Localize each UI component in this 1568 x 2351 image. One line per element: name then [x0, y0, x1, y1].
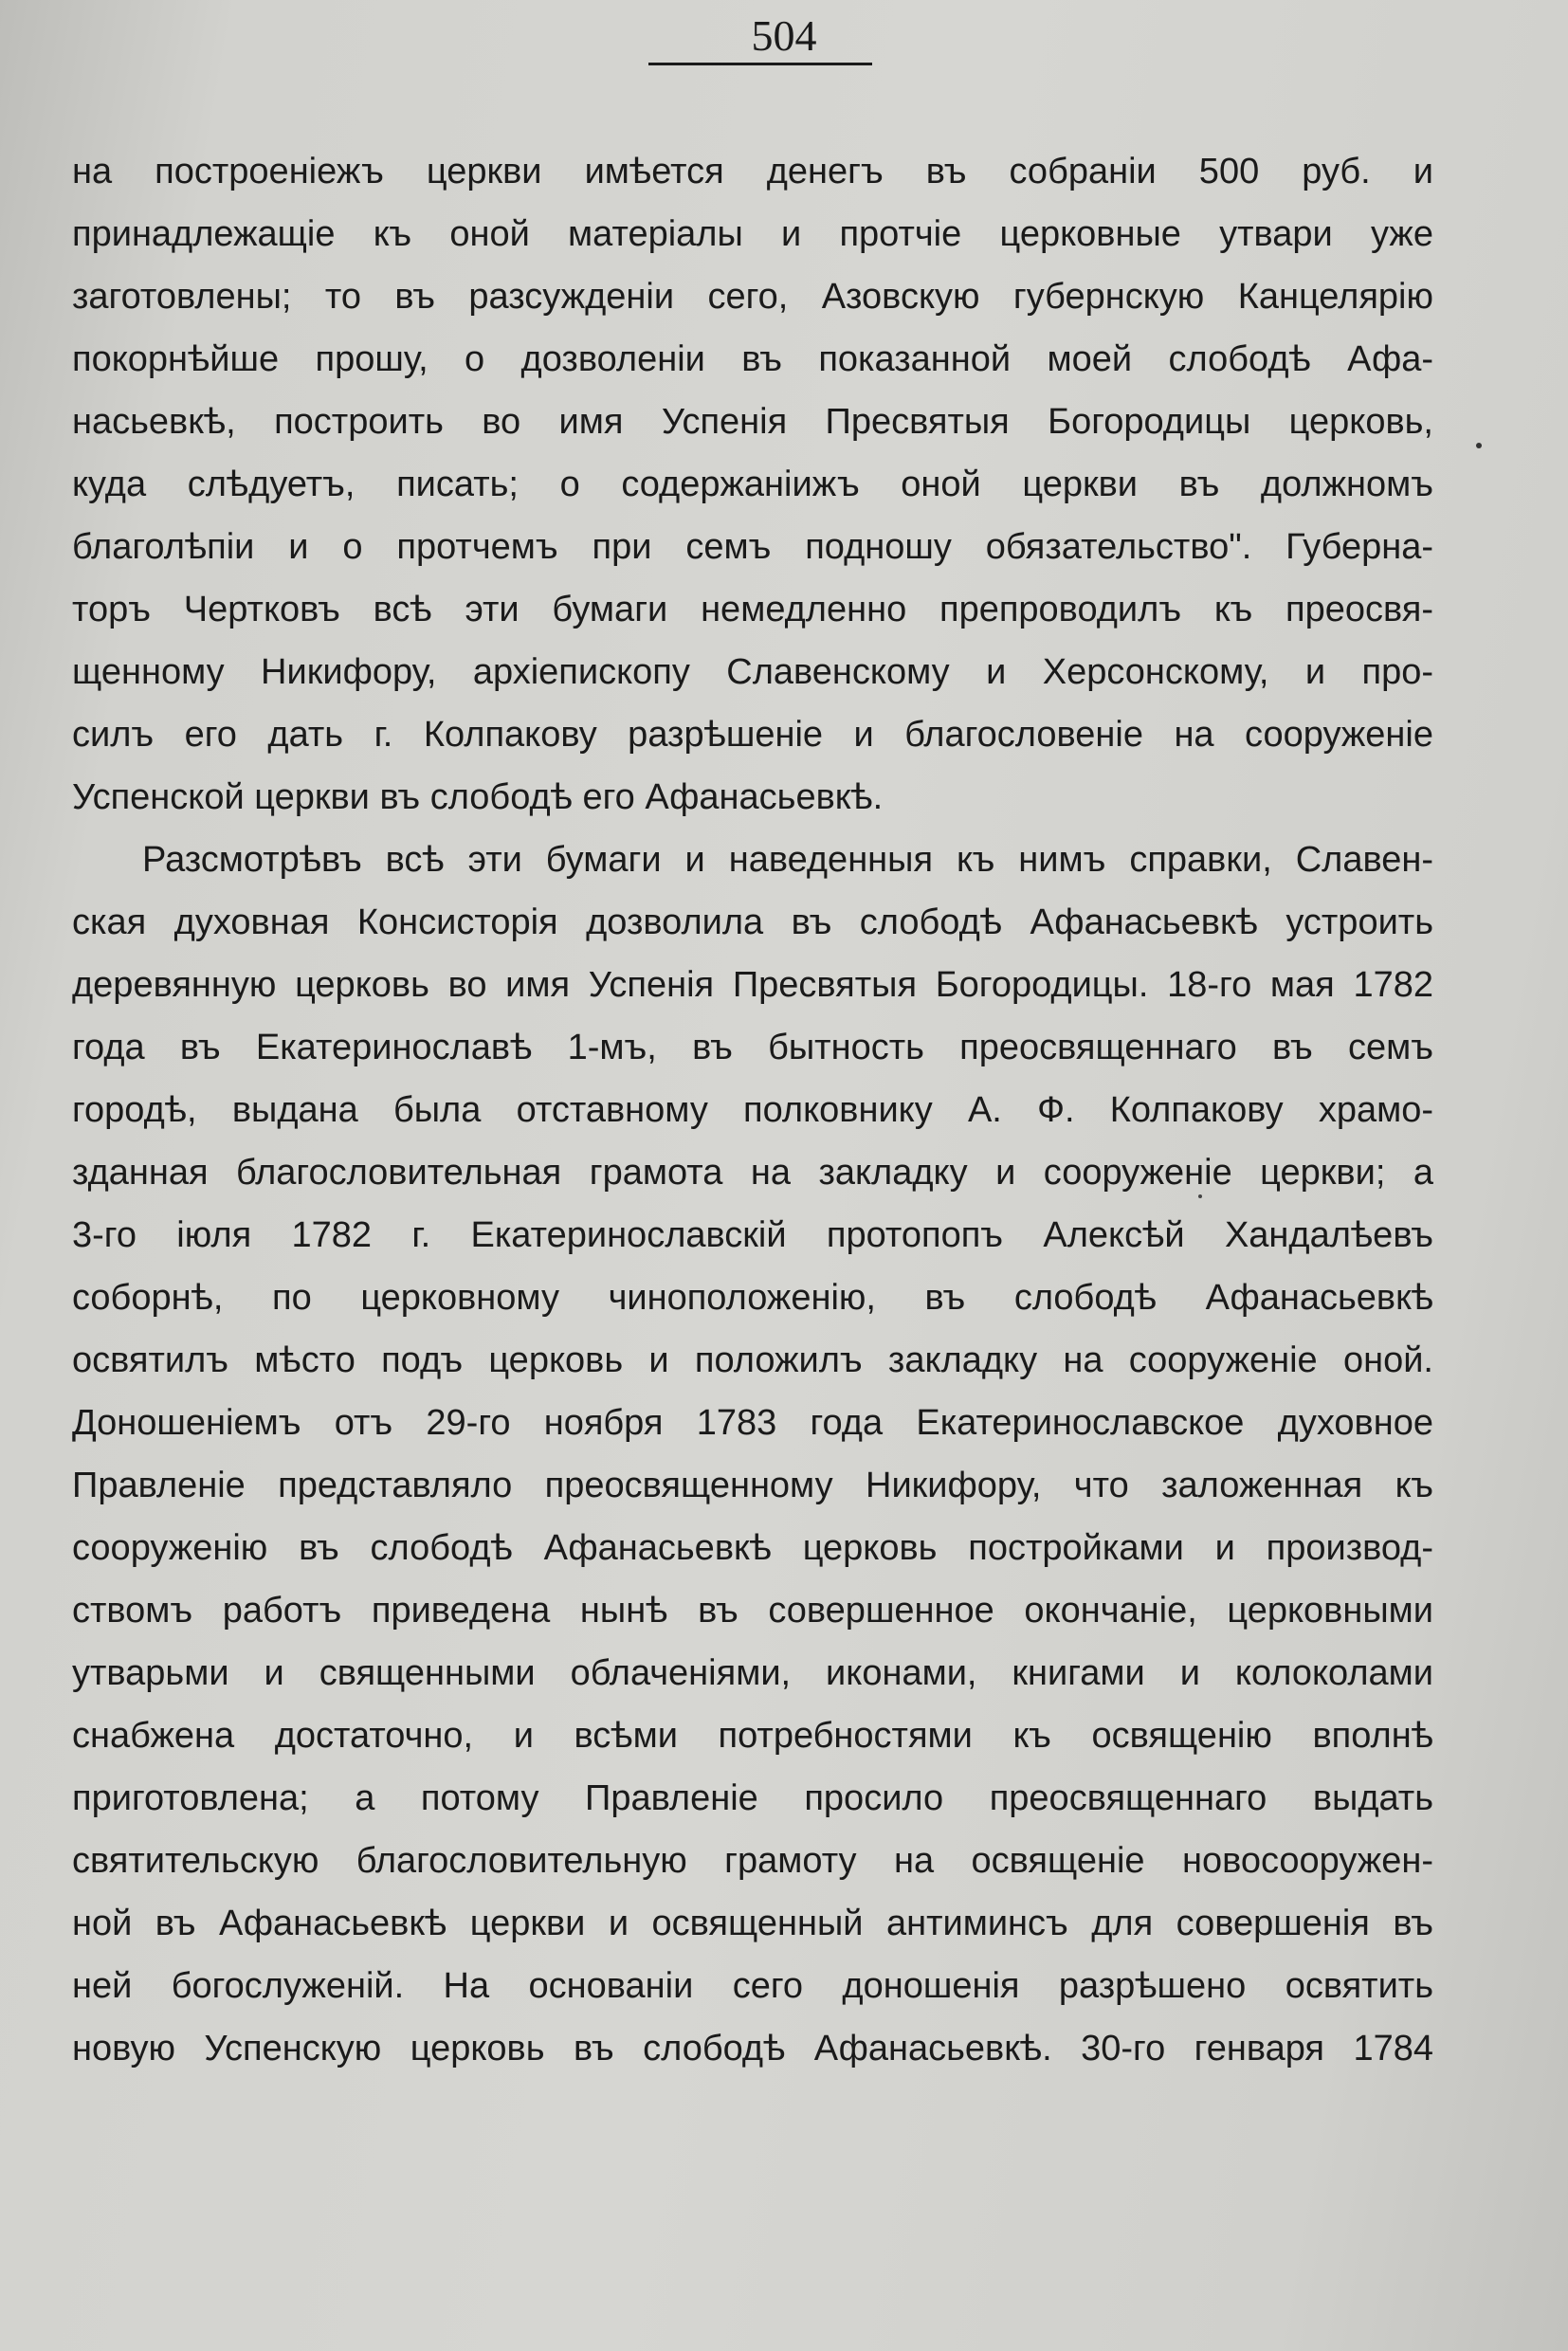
text-line: благолѣпіи и о протчемъ при семъ подношу обязательство". Губерна- — [72, 527, 1433, 567]
text-line: заготовлены; то въ разсужденіи сего, Азовскую губернскую Канцелярію — [72, 277, 1433, 317]
text-line: 3-го іюля 1782 г. Екатеринославскій протопопъ Алексѣй Хандалѣевъ — [72, 1215, 1433, 1255]
text-line: принадлежащіе къ оной матеріалы и протчіе церковные утвари уже — [72, 214, 1433, 254]
text-line: ствомъ работъ приведена нынѣ въ совершенное окончаніе, церковными — [72, 1591, 1433, 1631]
text-line: ной въ Афанасьевкѣ церкви и освященный антиминсъ для совершенія въ — [72, 1904, 1433, 1943]
text-line: силъ его дать г. Колпакову разрѣшеніе и благословеніе на сооруженіе — [72, 715, 1433, 755]
text-line: на построеніежъ церкви имѣется денегъ въ собраніи 500 руб. и — [72, 152, 1433, 191]
text-line: Доношеніемъ отъ 29-го ноября 1783 года Екатеринославское духовное — [72, 1403, 1433, 1443]
text-line: Правленіе представляло преосвященному Никифору, что заложенная къ — [72, 1466, 1433, 1505]
text-line: Успенской церкви въ слободѣ его Афанасьевкѣ. — [72, 777, 884, 817]
text-line: торъ Чертковъ всѣ эти бумаги немедленно препроводилъ къ преосвя- — [72, 590, 1433, 629]
text-line: соборнѣ, по церковному чиноположенію, въ слободѣ Афанасьевкѣ — [72, 1278, 1433, 1318]
text-line: утварьми и священными облаченіями, иконами, книгами и колоколами — [72, 1653, 1433, 1693]
text-line: насьевкѣ, построить во имя Успенія Пресвятыя Богородицы церковь, — [72, 402, 1433, 442]
text-line: новую Успенскую церковь въ слободѣ Афанасьевкѣ. 30-го генваря 1784 — [72, 2029, 1433, 2069]
text-line: святительскую благословительную грамоту на освященіе новосооружен- — [72, 1841, 1433, 1881]
text-line: куда слѣдуетъ, писать; о содержаніижъ оной церкви въ должномъ — [72, 465, 1433, 504]
text-line: освятилъ мѣсто подъ церковь и положилъ закладку на сооруженіе оной. — [72, 1340, 1433, 1380]
text-line: года въ Екатеринославѣ 1-мъ, въ бытность преосвященнаго въ семъ — [72, 1028, 1433, 1067]
text-line: снабжена достаточно, и всѣми потребностями къ освященію вполнѣ — [72, 1716, 1433, 1756]
page-number: 504 — [751, 11, 817, 60]
text-line: щенному Никифору, архіепископу Славенскому и Херсонскому, и про- — [72, 652, 1433, 692]
text-line: покорнѣйше прошу, о дозволеніи въ показанной моей слободѣ Афа- — [72, 339, 1433, 379]
text-line: городѣ, выдана была отставному полковнику А. Ф. Колпакову храмо- — [72, 1090, 1433, 1130]
text-line: деревянную церковь во имя Успенія Пресвятыя Богородицы. 18-го мая 1782 — [72, 965, 1433, 1005]
text-line: ская духовная Консисторія дозволила въ слободѣ Афанасьевкѣ устроить — [72, 902, 1433, 942]
text-line: сооруженію въ слободѣ Афанасьевкѣ церковь постройками и производ- — [72, 1528, 1433, 1568]
text-line: ней богослуженій. На основаніи сего доношенія разрѣшено освятить — [72, 1966, 1433, 2006]
text-line: приготовлена; а потому Правленіе просило преосвященнаго выдать — [72, 1778, 1433, 1818]
text-line: Разсмотрѣвъ всѣ эти бумаги и наведенныя къ нимъ справки, Славен- — [142, 840, 1433, 880]
text-line: зданная благословительная грамота на закладку и сооруженіе церкви; а — [72, 1153, 1433, 1193]
